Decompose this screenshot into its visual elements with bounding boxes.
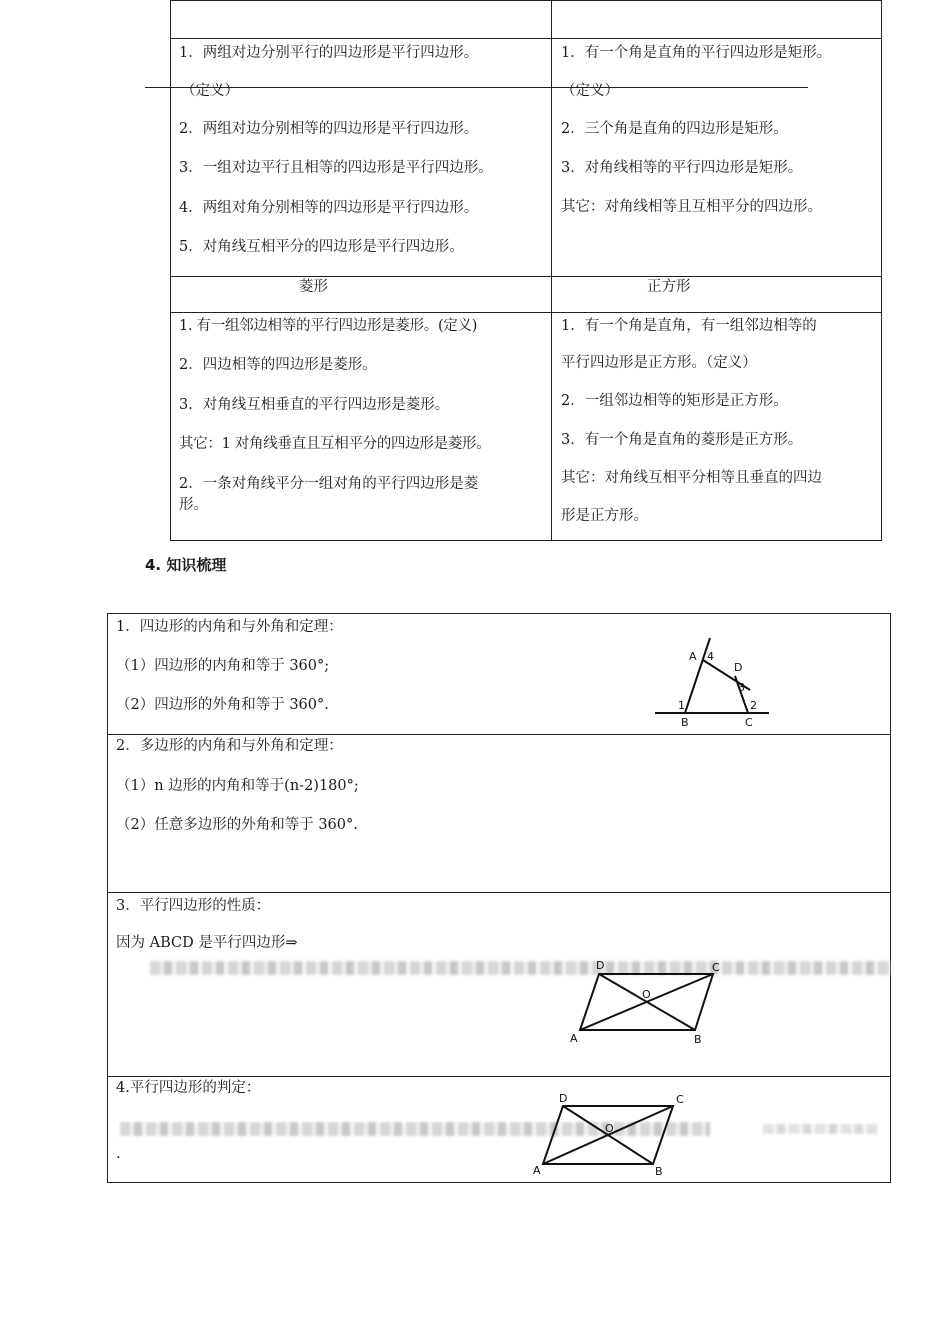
parallelogram-figure-properties (563, 957, 738, 1049)
row-divider (108, 1076, 890, 1077)
criterion: （定义） (561, 83, 619, 99)
row2-item: （1）n 边形的内角和等于(n-2)180°; (116, 778, 359, 794)
row1-item: （2）四边形的外角和等于 360°. (116, 697, 329, 713)
criterion: 其它：对角线互相平分相等且垂直的四边 (561, 470, 822, 486)
label-A: A (570, 1032, 578, 1045)
criterion: （定义） (181, 83, 239, 99)
label-C: C (712, 961, 720, 974)
row1-item: （1）四边形的内角和等于 360°; (116, 658, 330, 674)
row-divider (171, 38, 881, 39)
criterion: 1．有一个角是直角，有一组邻边相等的 (561, 318, 817, 334)
section-heading: 4. 知识梳理 (145, 556, 227, 574)
quadrilateral-exterior-angle-figure (648, 634, 778, 730)
label-O: O (642, 988, 651, 1001)
criterion: 4．两组对角分别相等的四边形是平行四边形。 (179, 200, 479, 216)
parallelogram-figure-criteria (528, 1088, 698, 1180)
row3-title: 3．平行四边形的性质： (116, 898, 271, 914)
criterion: 形是正方形。 (561, 508, 648, 524)
label-C: C (676, 1093, 684, 1106)
criterion: 2．两组对边分别相等的四边形是平行四边形。 (179, 121, 479, 137)
label-O: O (605, 1122, 614, 1135)
criterion: 5．对角线互相平分的四边形是平行四边形。 (179, 239, 464, 255)
criterion: 3．对角线互相垂直的平行四边形是菱形。 (179, 397, 450, 413)
label-A: A (689, 650, 697, 663)
criterion: 3．有一个角是直角的菱形是正方形。 (561, 432, 803, 448)
row3-line: 因为 ABCD 是平行四边形⇒ (116, 935, 298, 951)
criterion: 形。 (179, 497, 208, 513)
label-D: D (596, 959, 605, 972)
criterion: 其它：1 对角线垂直且互相平分的四边形是菱形。 (179, 436, 491, 452)
criterion: 其它：对角线相等且互相平分的四边形。 (561, 199, 822, 215)
label-1: 1 (678, 699, 685, 712)
label-2: 2 (750, 699, 757, 712)
criterion: 2．四边相等的四边形是菱形。 (179, 357, 377, 373)
criterion: 3．对角线相等的平行四边形是矩形。 (561, 160, 803, 176)
label-D: D (734, 661, 743, 674)
redacted-text (763, 1124, 878, 1134)
row2-item: （2）任意多边形的外角和等于 360°. (116, 817, 358, 833)
criterion: 2．三个角是直角的四边形是矩形。 (561, 121, 788, 137)
label-D: D (559, 1092, 568, 1105)
criterion: 1．两组对边分别平行的四边形是平行四边形。 (179, 45, 479, 61)
label-B: B (681, 716, 689, 729)
criterion: 2．一条对角线平分一组对角的平行四边形是菱 (179, 476, 479, 492)
label-3: 3 (738, 681, 745, 694)
criterion: 2．一组邻边相等的矩形是正方形。 (561, 393, 788, 409)
criteria-table (170, 0, 882, 541)
row2-title: 2．多边形的内角和与外角和定理： (116, 738, 343, 754)
column-divider (551, 1, 552, 540)
criterion: 1．有一个角是直角的平行四边形是矩形。 (561, 45, 832, 61)
label-B: B (655, 1165, 663, 1178)
row-divider (171, 276, 881, 277)
label-B: B (694, 1033, 702, 1046)
criterion: 1. 有一组邻边相等的平行四边形是菱形。(定义) (179, 318, 478, 334)
row-divider (108, 734, 890, 735)
redacted-text (150, 961, 890, 975)
row4-title: 4.平行四边形的判定： (116, 1080, 261, 1096)
square-header: 正方形 (647, 279, 691, 295)
rhombus-header: 菱形 (299, 279, 328, 295)
row1-title: 1．四边形的内角和与外角和定理： (116, 619, 343, 635)
row4-trailing-dot: . (116, 1146, 121, 1162)
knowledge-table (107, 613, 891, 1183)
criterion: 平行四边形是正方形。（定义） (561, 355, 757, 371)
criterion: 3．一组对边平行且相等的四边形是平行四边形。 (179, 160, 493, 176)
row-divider (171, 312, 881, 313)
row-divider (108, 892, 890, 893)
label-A: A (533, 1164, 541, 1177)
label-C: C (745, 716, 753, 729)
label-4: 4 (707, 650, 714, 663)
